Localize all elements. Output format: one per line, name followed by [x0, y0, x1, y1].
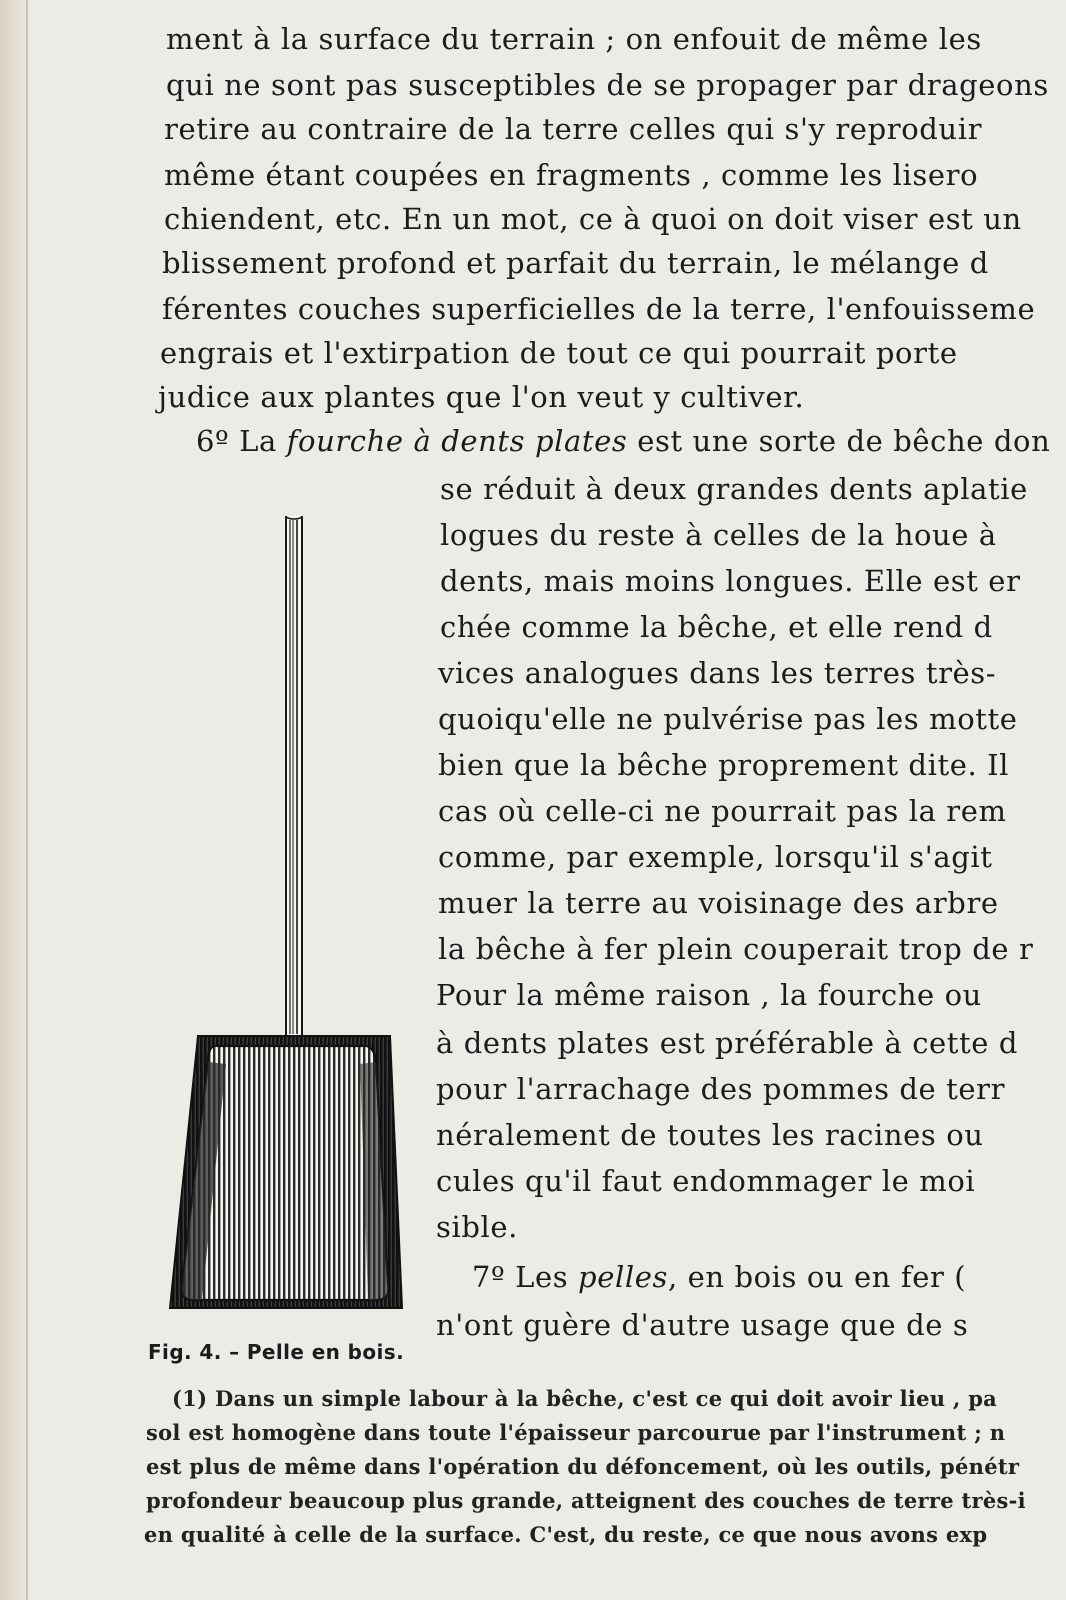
col-line-6: quoiqu'elle ne pulvérise pas les motte [438, 702, 1018, 736]
para7-lead: 7º Les [472, 1260, 579, 1294]
col-line-2: logues du reste à celles de la houe à [440, 518, 997, 552]
col-line-5: vices analogues dans les terres très- [438, 656, 997, 690]
para6-term: fourche à dents plates [286, 424, 628, 458]
footnote-line-3: est plus de même dans l'opération du défoncement, où les outils, pénétr [146, 1454, 1020, 1479]
col-line-17: sible. [436, 1210, 518, 1244]
body-line-4: même étant coupées en fragments , comme les lisero [164, 158, 979, 192]
body-line-1: ment à la surface du terrain ; on enfouit de même les [166, 22, 982, 56]
figure-caption: Fig. 4. – Pelle en bois. [148, 1340, 405, 1364]
body-line-6: blissement profond et parfait du terrain, le mélange d [162, 246, 989, 280]
col-line-4: chée comme la bêche, et elle rend d [440, 610, 993, 644]
footnote-line-5: en qualité à celle de la surface. C'est, du reste, ce que nous avons exp [144, 1522, 988, 1547]
cropped-top-line [168, 0, 178, 20]
col-line-1: se réduit à deux grandes dents aplatie [440, 472, 1028, 506]
footnote-line-2: sol est homogène dans toute l'épaisseur parcourue par l'instrument ; n [146, 1420, 1006, 1445]
para6-line [196, 424, 1050, 458]
col-line-15: néralement de toutes les racines ou [436, 1118, 984, 1152]
body-line-3: retire au contraire de la terre celles qui s'y reproduir [164, 112, 983, 146]
col-line-12: Pour la même raison , la fourche ou [436, 978, 982, 1012]
body-line-7: férentes couches superficielles de la terre, l'enfouisseme [162, 292, 1036, 326]
col-line-10: muer la terre au voisinage des arbre [438, 886, 999, 920]
body-line-9: judice aux plantes que l'on veut y cultiver. [158, 380, 805, 414]
footnote-line-4: profondeur beaucoup plus grande, atteignent des couches de terre très-i [146, 1488, 1026, 1513]
col-line-7: bien que la bêche proprement dite. Il [438, 748, 1010, 782]
para6-lead: 6º La [196, 424, 287, 458]
para7-rest: , en bois ou en fer ( [667, 1260, 967, 1294]
col-line-9: comme, par exemple, lorsqu'il s'agit [438, 840, 993, 874]
body-line-5: chiendent, etc. En un mot, ce à quoi on doit viser est un [164, 202, 1022, 236]
col-line-13: à dents plates est préférable à cette d [436, 1026, 1019, 1060]
wooden-shovel-illustration [168, 516, 408, 1316]
last-col-line: n'ont guère d'autre usage que de s [436, 1308, 969, 1342]
body-line-2: qui ne sont pas susceptibles de se propager par drageons [166, 68, 1049, 102]
page-gutter [0, 0, 28, 1600]
col-line-16: cules qu'il faut endommager le moi [436, 1164, 976, 1198]
para6-rest: est une sorte de bêche don [627, 424, 1051, 458]
para7-line [472, 1260, 966, 1294]
col-line-11: la bêche à fer plein couperait trop de r [438, 932, 1034, 966]
para7-term: pelles [578, 1260, 668, 1294]
col-line-3: dents, mais moins longues. Elle est er [440, 564, 1021, 598]
col-line-14: pour l'arrachage des pommes de terr [436, 1072, 1006, 1106]
body-line-8: engrais et l'extirpation de tout ce qui pourrait porte [160, 336, 958, 370]
footnote-line-1: (1) Dans un simple labour à la bêche, c'est ce qui doit avoir lieu , pa [172, 1386, 998, 1411]
col-line-8: cas où celle-ci ne pourrait pas la rem [438, 794, 1007, 828]
